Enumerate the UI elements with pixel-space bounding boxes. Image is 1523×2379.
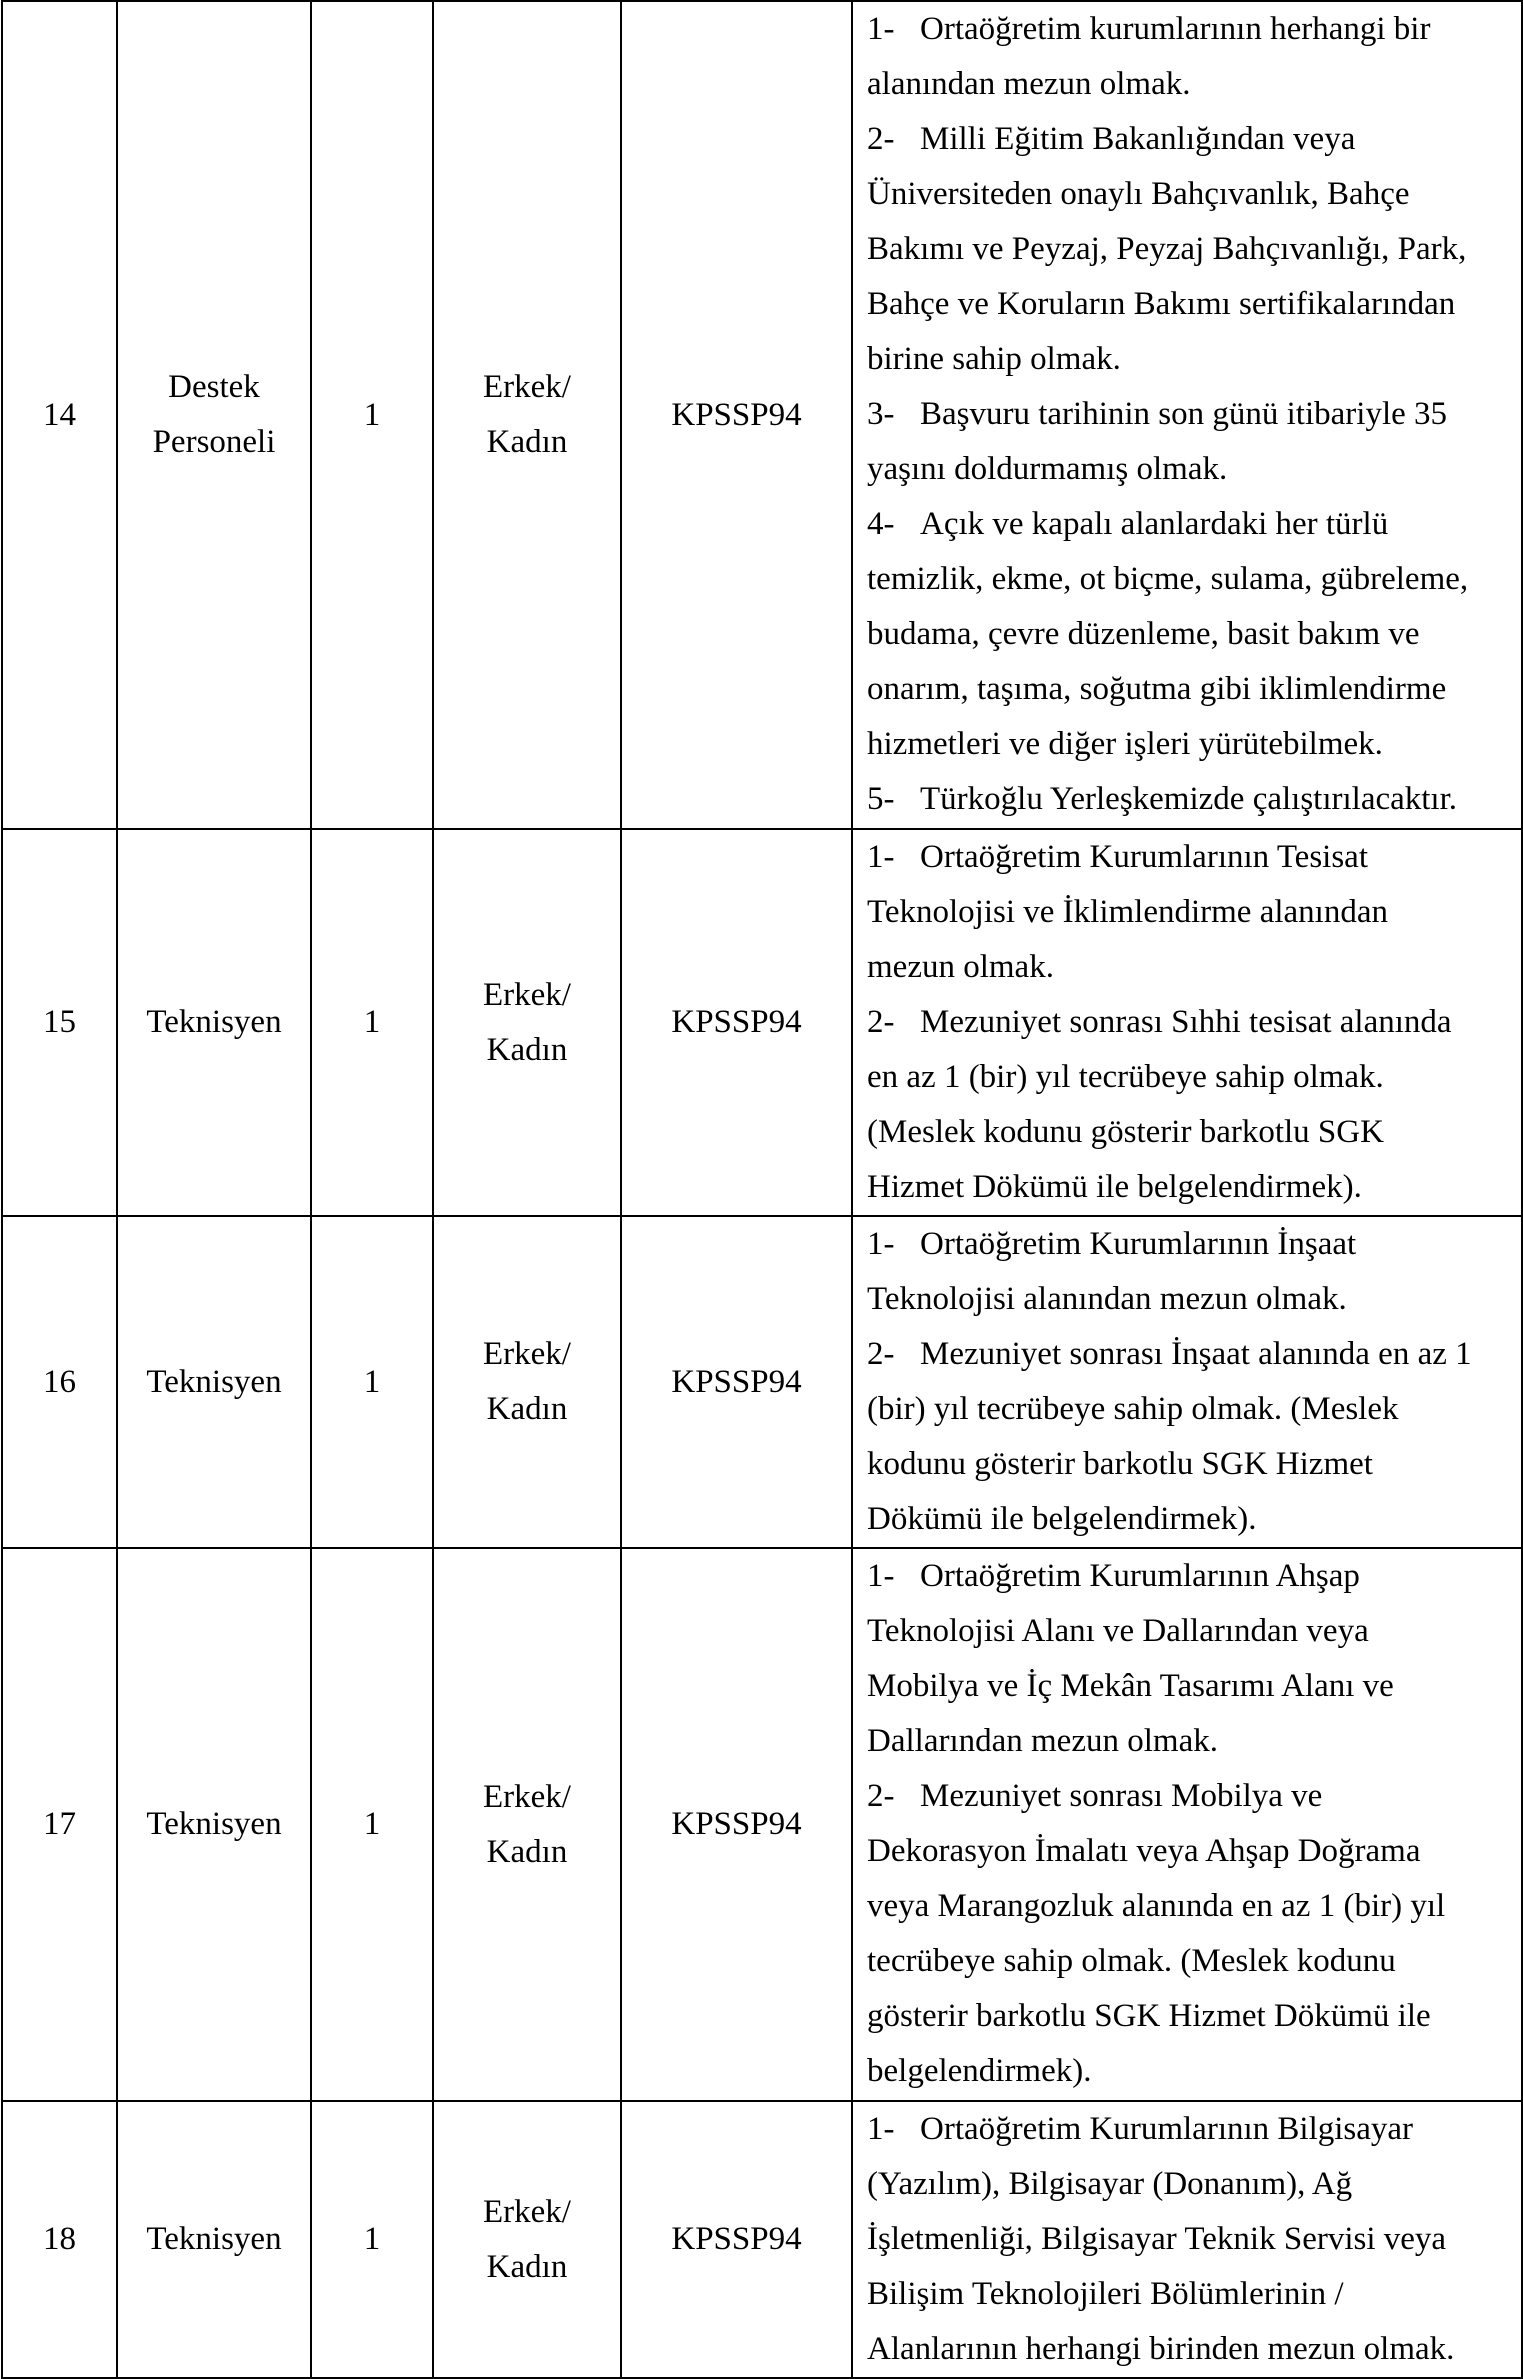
requirement-line: veya Marangozluk alanında en az 1 (bir) yıl [867,1888,1446,1924]
requirement-line: temizlik, ekme, ot biçme, sulama, gübreleme, [867,561,1469,597]
requirement-item [867,995,1515,1215]
requirement-line: tecrübeye sahip olmak. (Meslek kodunu [867,1943,1396,1979]
gender [433,2101,621,2378]
gender-line: Erkek/ [483,2193,571,2230]
gender-line: Erkek/ [483,976,571,1013]
row-number: 17 [2,1548,117,2101]
requirement-number: 1- [867,1558,895,1594]
requirement-line: Dökümü ile belgelendirmek). [867,1501,1257,1537]
table-body [2,1,1522,2378]
requirement-number: 2- [867,121,895,157]
requirement-number: 1- [867,2111,895,2147]
position-title [117,2101,311,2378]
requirement-line: Teknolojisi ve İklimlendirme alanından [867,894,1388,930]
requirement-item [867,387,1515,497]
position-count: 1 [311,1,433,829]
score-type: KPSSP94 [621,829,852,1216]
position-title-line: Teknisyen [146,1004,282,1040]
gender-line: Kadın [486,1833,568,1870]
position-count: 1 [311,829,433,1216]
table-row [2,1548,1522,2101]
requirement-item [867,2,1515,112]
gender-line: Kadın [486,424,568,460]
row-number: 15 [2,829,117,1216]
requirement-item [867,1549,1515,1769]
row-number: 14 [2,1,117,829]
requirement-line: Hizmet Dökümü ile belgelendirmek). [867,1169,1362,1205]
requirement-item [867,112,1515,387]
requirement-line: en az 1 (bir) yıl tecrübeye sahip olmak. [867,1059,1384,1095]
gender-line: Erkek/ [483,1336,571,1372]
position-count: 1 [311,1548,433,2101]
requirement-line: Ortaöğretim kurumlarının herhangi bir [920,11,1431,47]
table-row [2,2101,1522,2378]
requirement-line: yaşını doldurmamış olmak. [867,451,1228,487]
position-title [117,1548,311,2101]
gender [433,829,621,1216]
requirements [852,829,1522,1216]
requirement-line: Mobilya ve İç Mekân Tasarımı Alanı ve [867,1668,1394,1704]
requirement-number: 2- [867,1778,895,1814]
gender-line: Erkek/ [483,369,571,405]
table-row [2,829,1522,1216]
requirement-line: Açık ve kapalı alanlardaki her türlü [920,506,1389,542]
requirement-line: kodunu gösterir barkotlu SGK Hizmet [867,1446,1373,1482]
gender [433,1,621,829]
requirement-number: 4- [867,506,895,542]
score-type: KPSSP94 [621,2101,852,2378]
requirement-line: belgelendirmek). [867,2053,1092,2089]
position-count: 1 [311,2101,433,2378]
requirement-line: Dekorasyon İmalatı veya Ahşap Doğrama [867,1833,1421,1869]
requirements [852,1,1522,829]
requirement-line: hizmetleri ve diğer işleri yürütebilmek. [867,726,1383,762]
requirement-number: 1- [867,11,895,47]
requirement-number: 3- [867,396,895,432]
requirement-number: 1- [867,1226,895,1262]
requirement-number: 2- [867,1336,895,1372]
requirement-line: Mezuniyet sonrası Sıhhi tesisat alanında [920,1004,1452,1040]
requirement-line: İşletmenliği, Bilgisayar Teknik Servisi veya [867,2221,1447,2257]
position-title [117,1216,311,1548]
requirements [852,1548,1522,2101]
score-type: KPSSP94 [621,1216,852,1548]
row-number: 16 [2,1216,117,1548]
requirement-item [867,1217,1515,1327]
requirement-line: mezun olmak. [867,949,1054,985]
table-row [2,1216,1522,1548]
requirement-line: Teknolojisi Alanı ve Dallarından veya [867,1613,1369,1649]
requirement-line: Alanlarının herhangi birinden mezun olmak. [867,2331,1455,2367]
position-title [117,1,311,829]
requirement-line: Bahçe ve Koruların Bakımı sertifikalarından [867,286,1456,322]
requirement-line: Ortaöğretim Kurumlarının Bilgisayar [920,2111,1414,2147]
gender-line: Erkek/ [483,1778,571,1815]
requirement-line: Dallarından mezun olmak. [867,1723,1218,1759]
requirement-line: Bilişim Teknolojileri Bölümlerinin / [867,2276,1344,2312]
requirement-line: Mezuniyet sonrası İnşaat alanında en az 1 [920,1336,1472,1372]
requirement-line: Üniversiteden onaylı Bahçıvanlık, Bahçe [867,176,1410,212]
score-type: KPSSP94 [621,1548,852,2101]
table-row [2,1,1522,829]
gender [433,1216,621,1548]
requirement-item [867,772,1515,827]
requirement-line: (Yazılım), Bilgisayar (Donanım), Ağ [867,2166,1353,2202]
requirement-line: (bir) yıl tecrübeye sahip olmak. (Meslek [867,1391,1399,1427]
requirement-item [867,1769,1515,2099]
requirements [852,1216,1522,1548]
gender-line: Kadın [486,2248,568,2285]
requirement-line: Ortaöğretim Kurumlarının Ahşap [920,1558,1360,1594]
position-title [117,829,311,1216]
score-type: KPSSP94 [621,1,852,829]
requirement-number: 5- [867,781,895,817]
requirement-line: budama, çevre düzenleme, basit bakım ve [867,616,1420,652]
requirement-number: 2- [867,1004,895,1040]
requirement-item [867,497,1515,772]
requirement-line: Mezuniyet sonrası Mobilya ve [920,1778,1323,1814]
requirement-line: Ortaöğretim Kurumlarının İnşaat [920,1226,1357,1262]
position-count: 1 [311,1216,433,1548]
row-number: 18 [2,2101,117,2378]
requirement-line: (Meslek kodunu gösterir barkotlu SGK [867,1114,1384,1150]
gender [433,1548,621,2101]
requirement-line: Başvuru tarihinin son günü itibariyle 35 [920,396,1448,432]
requirement-line: alanından mezun olmak. [867,66,1191,102]
requirement-line: gösterir barkotlu SGK Hizmet Dökümü ile [867,1998,1431,2034]
requirement-item [867,1327,1515,1547]
requirement-line: birine sahip olmak. [867,341,1121,377]
positions-table [1,0,1523,2379]
requirement-line: Milli Eğitim Bakanlığından veya [920,121,1356,157]
position-title-line: Teknisyen [146,2221,282,2257]
position-title-line: Teknisyen [146,1363,282,1400]
requirement-item [867,2102,1515,2377]
gender-line: Kadın [486,1391,568,1427]
requirements [852,2101,1522,2378]
requirement-item [867,830,1515,995]
position-title-line: Personeli [152,424,276,460]
position-title-line: Destek [168,369,260,405]
requirement-line: Bakımı ve Peyzaj, Peyzaj Bahçıvanlığı, Park, [867,231,1467,267]
requirement-line: onarım, taşıma, soğutma gibi iklimlendirme [867,671,1447,707]
requirement-line: Türkoğlu Yerleşkemizde çalıştırılacaktır. [920,781,1458,817]
requirement-line: Teknolojisi alanından mezun olmak. [867,1281,1347,1317]
requirement-number: 1- [867,839,895,875]
requirement-line: Ortaöğretim Kurumlarının Tesisat [920,839,1368,875]
position-title-line: Teknisyen [146,1806,282,1842]
gender-line: Kadın [486,1031,568,1068]
